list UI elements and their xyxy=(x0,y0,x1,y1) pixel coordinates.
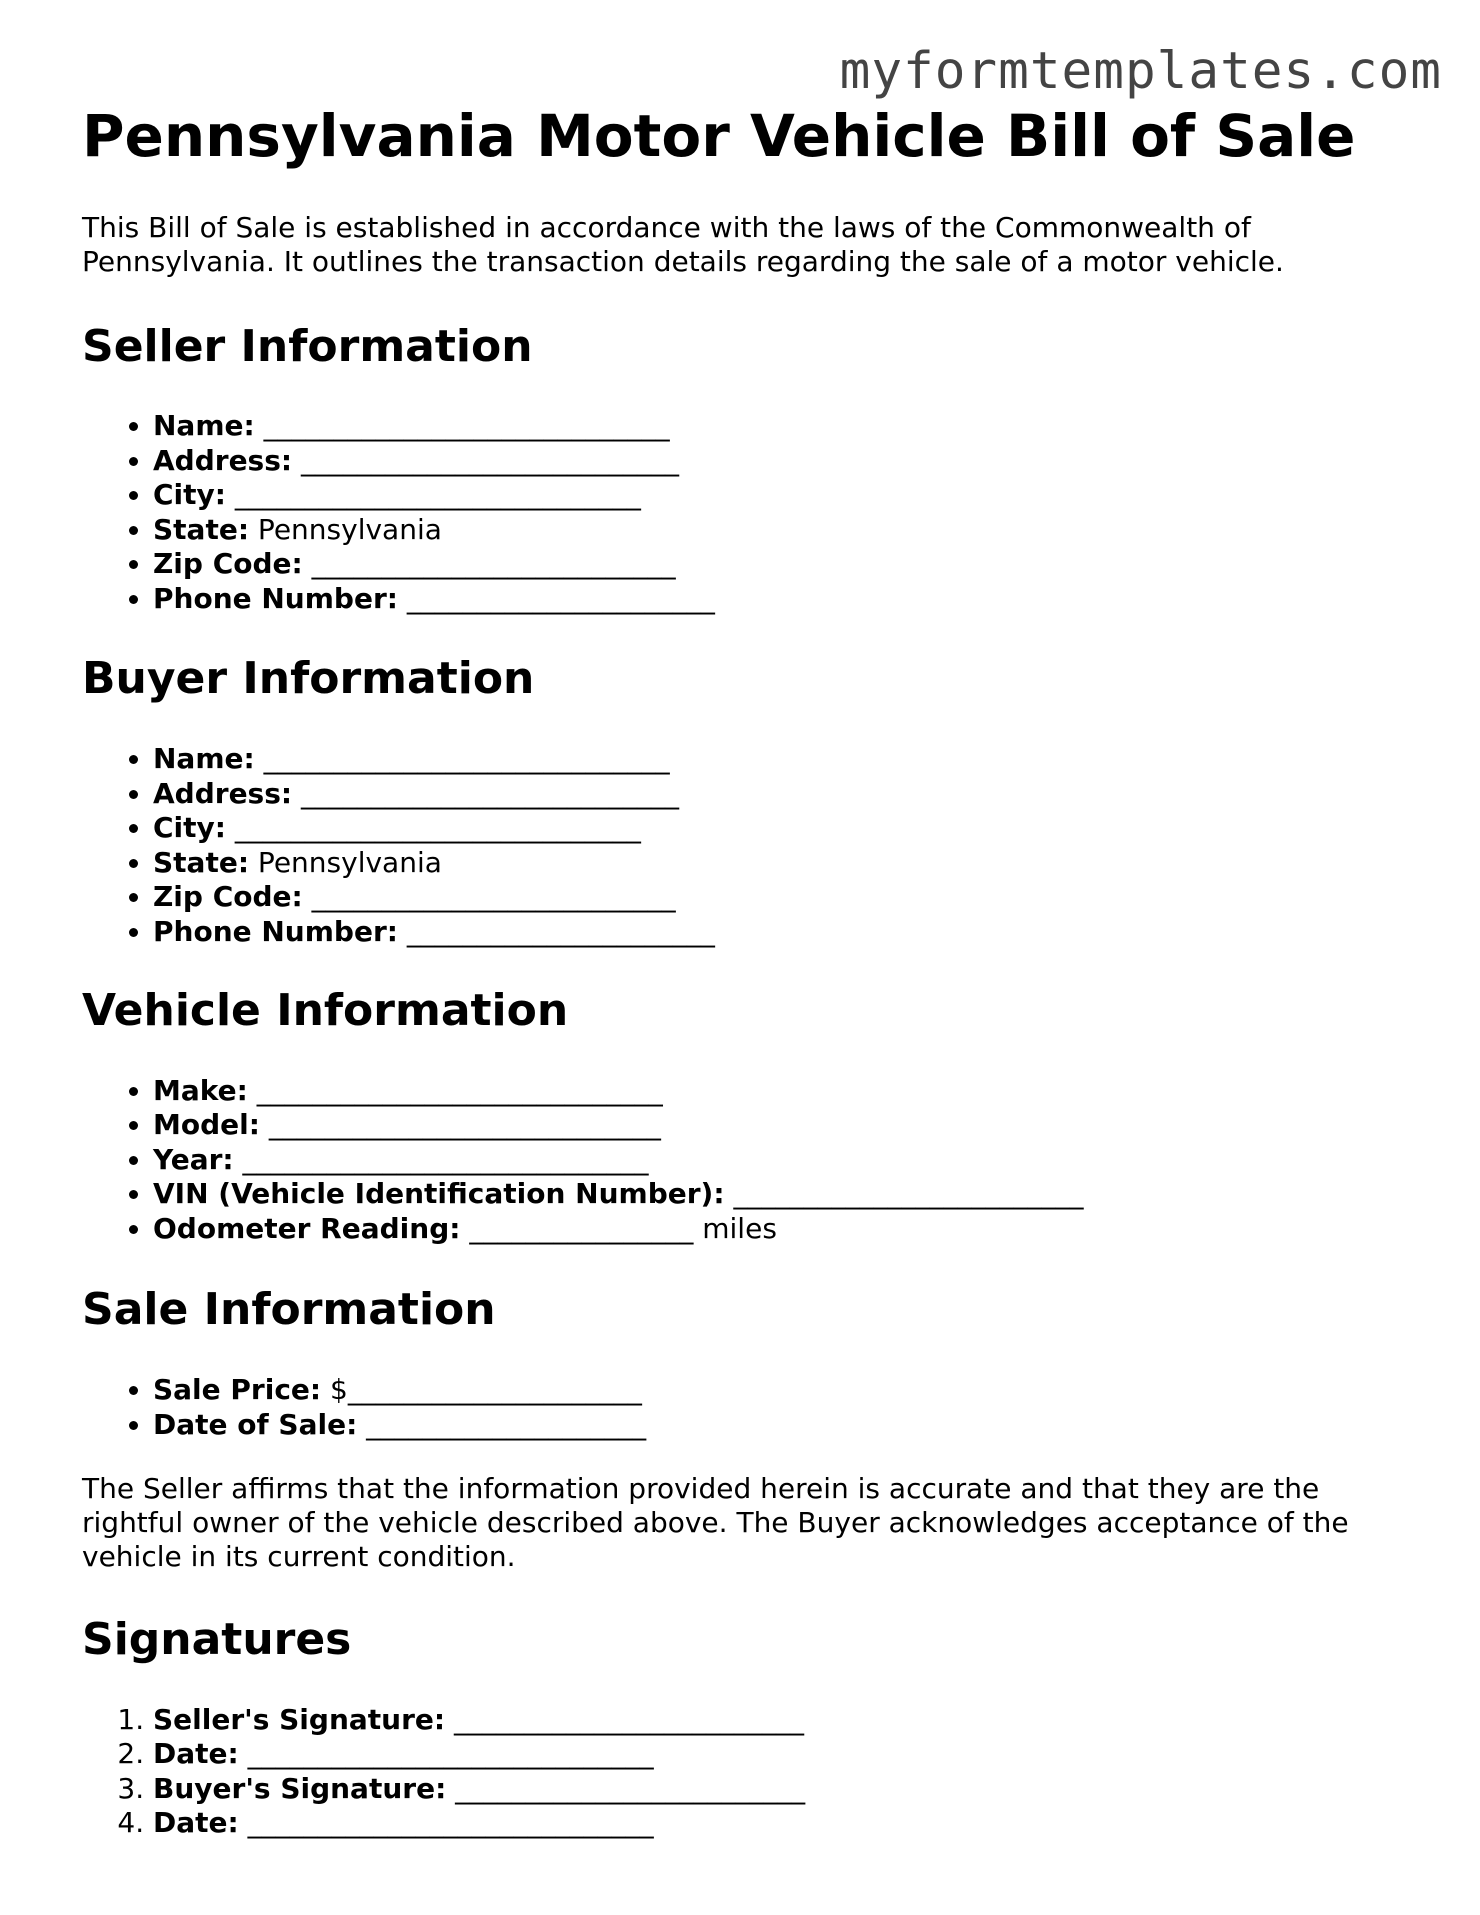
seller-field-list xyxy=(82,409,1422,616)
seller-date-field xyxy=(153,1737,1422,1772)
seller-phone-field xyxy=(153,582,1422,617)
field-value: Pennsylvania xyxy=(249,845,442,879)
field-blank: ___________________________ xyxy=(292,443,679,477)
field-label: Sale Price: xyxy=(153,1373,322,1407)
vehicle-field-list xyxy=(82,1074,1422,1247)
seller-city-field xyxy=(153,478,1422,513)
field-blank: ____________________ xyxy=(357,1407,647,1441)
field-blank: ____________________________ xyxy=(259,1108,661,1142)
field-blank: _____________________________ xyxy=(238,1737,654,1771)
buyer-phone-field xyxy=(153,915,1422,950)
seller-zip-field xyxy=(153,547,1422,582)
vehicle-make-field xyxy=(153,1074,1422,1109)
field-blank: _________________________ xyxy=(724,1177,1084,1211)
field-blank: _____________________________ xyxy=(233,1142,649,1176)
sale-section-heading: Sale Information xyxy=(82,1284,496,1336)
buyer-signature-field xyxy=(153,1772,1422,1807)
field-blank: $_____________________ xyxy=(321,1373,642,1407)
sale-date-field xyxy=(153,1408,1422,1443)
seller-section-heading: Seller Information xyxy=(82,320,533,372)
field-value: Pennsylvania xyxy=(249,512,442,546)
field-label: State: xyxy=(153,512,250,546)
field-label: Odometer Reading: xyxy=(153,1211,461,1245)
buyer-city-field xyxy=(153,811,1422,846)
vehicle-year-field xyxy=(153,1143,1422,1178)
field-label: Phone Number: xyxy=(153,914,398,948)
field-blank: __________________________ xyxy=(302,880,676,914)
buyer-zip-field xyxy=(153,880,1422,915)
vehicle-model-field xyxy=(153,1108,1422,1143)
vehicle-odometer-field xyxy=(153,1212,1422,1247)
field-label: Date: xyxy=(153,1737,239,1771)
field-blank: __________________________ xyxy=(302,547,676,581)
field-label: Model: xyxy=(153,1108,260,1142)
buyer-date-field xyxy=(153,1806,1422,1841)
field-blank: ________________ miles xyxy=(460,1211,777,1245)
field-label: Buyer's Signature: xyxy=(153,1771,447,1805)
page-title: Pennsylvania Motor Vehicle Bill of Sale xyxy=(82,102,1356,170)
field-label: Address: xyxy=(153,443,293,477)
field-blank: ______________________ xyxy=(397,581,715,615)
sale-field-list xyxy=(82,1373,1422,1442)
intro-paragraph: This Bill of Sale is established in accordance with the laws of the Commonwealth of Pennsylvania. It outlines the transaction details regarding the sale of a motor vehicle. xyxy=(82,210,1284,278)
field-label: Year: xyxy=(153,1142,234,1176)
field-blank: _____________________________ xyxy=(247,1073,663,1107)
seller-state-field xyxy=(153,513,1422,548)
field-label: City: xyxy=(153,478,226,512)
field-blank: _____________________________ xyxy=(225,811,641,845)
field-label: Make: xyxy=(153,1073,248,1107)
field-label: Name: xyxy=(153,409,255,443)
field-blank: _____________________________ xyxy=(225,478,641,512)
field-blank: _____________________________ xyxy=(254,409,670,443)
field-label: State: xyxy=(153,845,250,879)
field-label: VIN (Vehicle Identification Number): xyxy=(153,1177,725,1211)
affirmation-paragraph: The Seller affirms that the information provided herein is accurate and that they are the rightful owner of the vehicle described above. The Buyer acknowledges acceptance of the vehicle in its current condition. xyxy=(82,1472,1349,1574)
sale-price-field xyxy=(153,1373,1422,1408)
seller-address-field xyxy=(153,444,1422,479)
field-blank: ______________________ xyxy=(397,914,715,948)
watermark-text: myformtemplates.com xyxy=(839,42,1442,101)
field-label: Phone Number: xyxy=(153,581,398,615)
field-blank: ___________________________ xyxy=(292,776,679,810)
field-blank: _________________________ xyxy=(446,1771,806,1805)
field-label: Date of Sale: xyxy=(153,1407,358,1441)
vehicle-section-heading: Vehicle Information xyxy=(82,985,569,1037)
field-blank: _____________________________ xyxy=(238,1806,654,1840)
buyer-section-heading: Buyer Information xyxy=(82,653,535,705)
signatures-section-heading: Signatures xyxy=(82,1614,352,1666)
document-page xyxy=(82,100,1422,1841)
seller-name-field xyxy=(153,409,1422,444)
field-label: Seller's Signature: xyxy=(153,1702,446,1736)
field-label: City: xyxy=(153,811,226,845)
field-blank: _____________________________ xyxy=(254,742,670,776)
field-label: Date: xyxy=(153,1806,239,1840)
field-label: Name: xyxy=(153,742,255,776)
field-label: Zip Code: xyxy=(153,547,303,581)
buyer-state-field xyxy=(153,846,1422,881)
buyer-name-field xyxy=(153,742,1422,777)
seller-signature-field xyxy=(153,1703,1422,1738)
buyer-address-field xyxy=(153,777,1422,812)
buyer-field-list xyxy=(82,742,1422,949)
signature-field-list xyxy=(82,1703,1422,1841)
field-label: Zip Code: xyxy=(153,880,303,914)
field-label: Address: xyxy=(153,776,293,810)
vehicle-vin-field xyxy=(153,1177,1422,1212)
field-blank: _________________________ xyxy=(445,1702,804,1736)
